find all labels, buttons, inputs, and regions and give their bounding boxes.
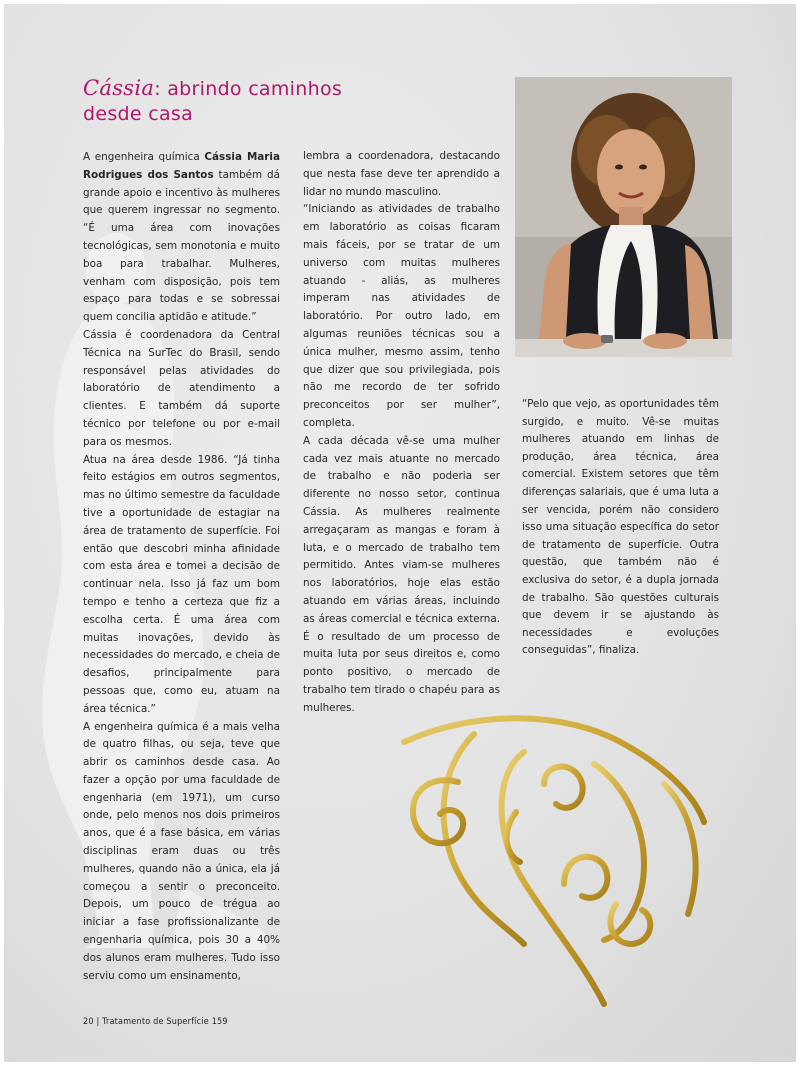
magazine-page bbox=[4, 4, 796, 1062]
text-column-1 bbox=[83, 149, 280, 985]
text-span: também dá grande apoio e incentivo às mulheres que querem ingressar no segmento. “É uma área com inovações tecnológicas, sem monotonia e muito boa para trabalhar. Mulheres, venham com disposição, pois tem espaço para todas e se sobressai quem concilia aptidão e atitude.” bbox=[83, 168, 280, 324]
paragraph: “Pelo que vejo, as oportunidades têm surgido, e muito. Vê-se muitas mulheres atuando em linhas de produção, área técnica, área comercial. Existem setores que têm diferenças salariais, que é uma luta a ser vencida, porém não considero isso uma situação específica do setor de tratamento de superfície. Outra questão, que também não é exclusiva do setor, é a dupla jornada de trabalho. São questões culturais que devem ir se ajustando às necessidades e evoluções conseguidas”, finaliza. bbox=[522, 398, 719, 657]
portrait-illustration bbox=[515, 77, 732, 357]
paragraph: Cássia é coordenadora da Central Técnica na SurTec do Brasil, sendo responsável pelas atividades do laboratório de atendimento a clientes. E também dá suporte técnico por telefone ou por e-mail para os mesmos. bbox=[83, 328, 280, 448]
person-name: Cássia Maria Rodrigues dos Santos bbox=[83, 151, 281, 181]
article-title bbox=[83, 76, 383, 127]
paragraph: lembra a coordenadora, destacando que nesta fase deve ter aprendido a lidar no mundo masculino. bbox=[303, 150, 500, 198]
text-column-2 bbox=[303, 148, 500, 718]
paragraph: Atua na área desde 1986. “Já tinha feito estágios em outros segmentos, mas no último semestre da faculdade tive a oportunidade de estagiar na área de tratamento de superfície. Foi então que descobri minha afinidade com esta área e tomei a decisão de continuar nela. Isso já faz um bom tempo e tenho a certeza que fiz a escolha certa. É uma área com muitas inovações, devido às necessidades do mercado, e cheia de desafios, principalmente para pessoas que, como eu, atuam na área técnica.” bbox=[83, 453, 280, 715]
paragraph bbox=[83, 149, 280, 327]
title-name: Cássia bbox=[83, 76, 155, 100]
portrait-photo bbox=[515, 77, 732, 357]
paragraph: “Iniciando as atividades de trabalho em laboratório as coisas ficaram mais fáceis, por se tratar de um universo com muitas mulheres atuando - aliás, as mulheres imperam nas atividades de laboratório. Por outro lado, em algumas reuniões técnicas sou a única mulher, mesmo assim, tenho que dizer que sou privilegiada, pois não me recordo de ter sofrido preconceitos por ser mulher”, completa. bbox=[303, 203, 500, 429]
paragraph: A engenheira química é a mais velha de quatro filhas, ou seja, teve que abrir os caminhos desde casa. Ao fazer a opção por uma faculdade de engenharia (em 1971), um curso onde, pelo menos nos dois primeiros anos, que é a fase básica, em várias disciplinas eram duas ou três mulheres, quando não a única, ela já começou a sentir o preconceito. Depois, um pouco de trégua ao iniciar a fase profissionalizante de engenharia química, pois 30 a 40% dos alunos eram mulheres. Tudo isso serviu como um ensinamento, bbox=[83, 720, 280, 982]
page-footer: 20 | Tratamento de Superfície 159 bbox=[83, 1017, 228, 1027]
paragraph: A cada década vê-se uma mulher cada vez mais atuante no mercado de trabalho e não poderia ser diferente no nosso setor, continua Cássia. As mulheres realmente arregaçaram as mangas e foram à luta, e o mercado de trabalho tem permitido. Antes viam-se mulheres nos laboratórios, hoje elas estão atuando em várias áreas, incluindo as áreas comercial e técnica externa. É o resultado de um processo de muita luta por seus direitos e, como ponto positivo, o mercado de trabalho tem tirado o chapéu para as mulheres. bbox=[303, 434, 500, 714]
text-column-3 bbox=[522, 396, 719, 660]
title-rest: : abrindo caminhos desde casa bbox=[83, 78, 343, 125]
text-span: A engenheira química bbox=[83, 151, 205, 163]
